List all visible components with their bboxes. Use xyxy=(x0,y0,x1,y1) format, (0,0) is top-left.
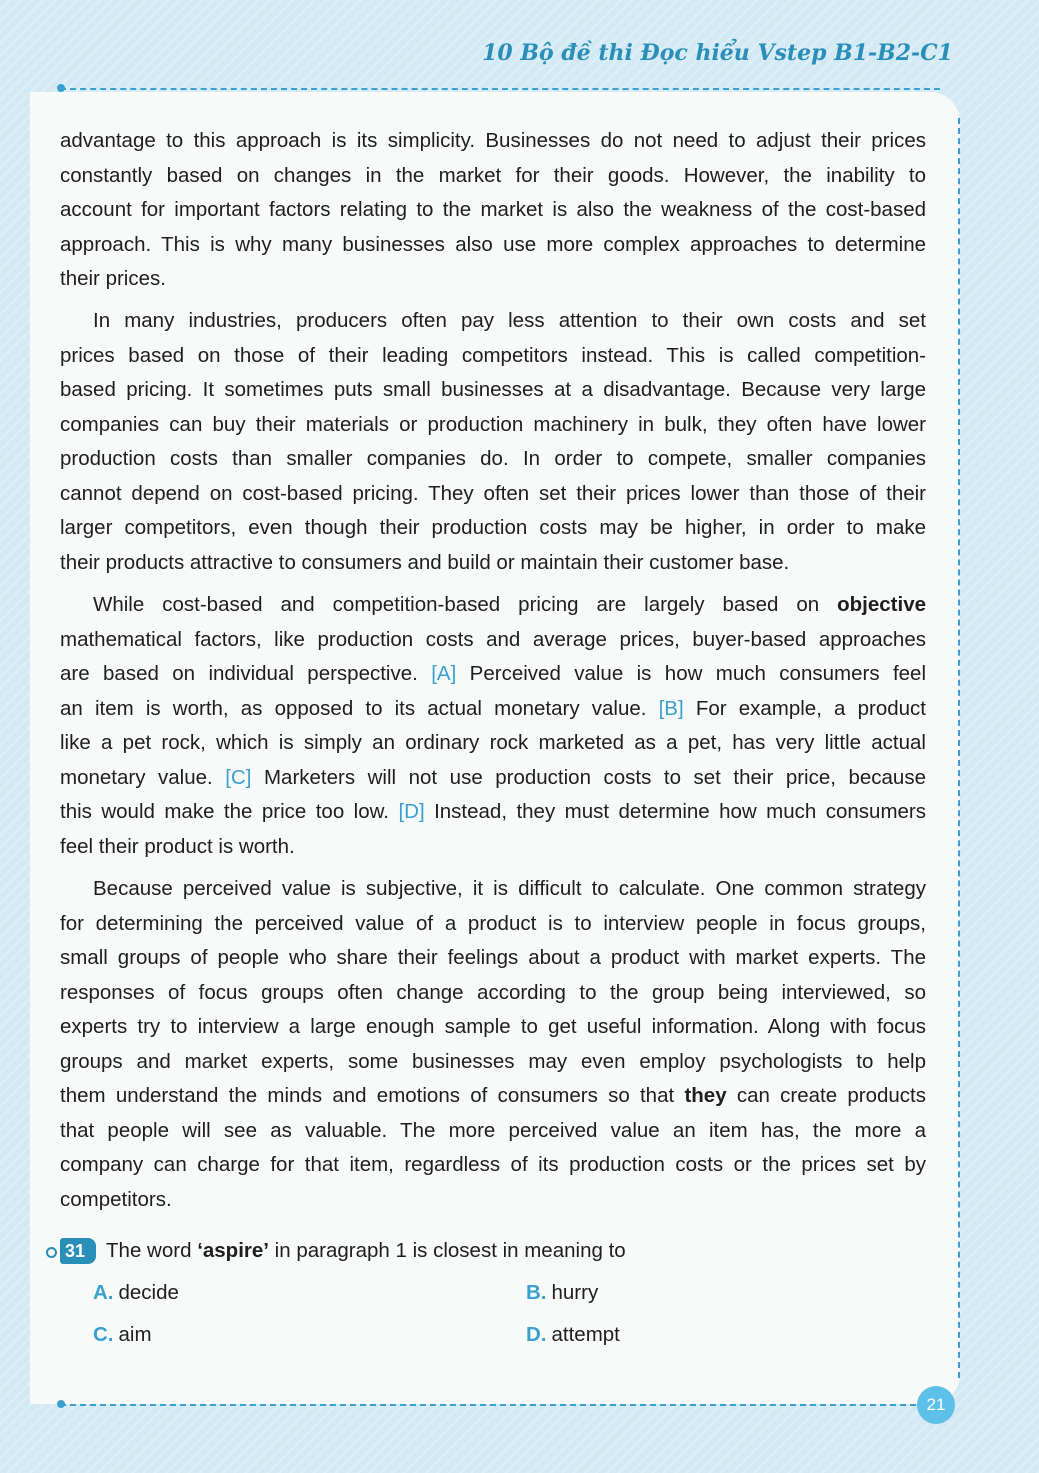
text-line xyxy=(60,726,926,761)
text-line xyxy=(60,511,926,546)
option-d[interactable] xyxy=(526,1323,620,1347)
text-segment: production costs than smaller companies do. In order to compete, smaller companies xyxy=(60,447,926,470)
option-letter: B. xyxy=(526,1281,547,1304)
text-segment: that people will see as valuable. The more perceived value an item has, the more a xyxy=(60,1118,926,1142)
text-line xyxy=(60,1010,926,1045)
bottom-divider xyxy=(60,1404,916,1406)
text-segment: larger competitors, even though their production costs may be higher, in order to make xyxy=(60,516,926,539)
text-line xyxy=(60,1079,926,1114)
text-segment: advantage to this approach is its simplicity. Businesses do not need to adjust their prices xyxy=(60,129,926,152)
text-segment: approach. This is why many businesses also use more complex approaches to determine xyxy=(60,232,926,256)
text-segment: While cost-based and competition-based pricing are largely based on xyxy=(93,593,838,616)
text-segment: this would make the price too low. xyxy=(60,800,399,823)
text-segment: competitors. xyxy=(60,1187,172,1211)
text-line xyxy=(60,339,926,374)
text-segment: can create products xyxy=(726,1084,927,1107)
text-segment: companies can buy their materials or production machinery in bulk, they often have lower xyxy=(60,412,926,436)
text-segment: Perceived value is how much consumers feel xyxy=(456,662,927,685)
text-segment: are based on individual perspective. xyxy=(60,662,432,685)
highlighted-word: objective xyxy=(837,593,926,616)
top-divider xyxy=(60,88,940,90)
text-segment: company can charge for that item, regardless of its production costs or the prices set by xyxy=(60,1153,926,1176)
question-text: The word xyxy=(106,1239,198,1262)
text-line xyxy=(60,1148,926,1183)
option-letter: C. xyxy=(93,1323,114,1346)
text-line xyxy=(60,159,926,194)
right-divider xyxy=(958,118,960,1378)
text-segment: responses of focus groups often change according to the group being interviewed, so xyxy=(60,980,926,1004)
text-line xyxy=(60,262,926,297)
text-segment: based pricing. It sometimes puts small businesses at a disadvantage. Because very large xyxy=(60,378,926,401)
question-text-end: in paragraph 1 is closest in meaning to xyxy=(268,1239,626,1262)
question-keyword: ‘aspire’ xyxy=(197,1239,269,1262)
option-text: aim xyxy=(118,1323,152,1346)
paragraph-3 xyxy=(60,588,926,864)
paragraph-2 xyxy=(60,304,926,580)
text-line xyxy=(60,477,926,512)
question-31 xyxy=(60,1238,626,1264)
text-segment: their prices. xyxy=(60,267,166,290)
text-line xyxy=(60,193,926,228)
text-line xyxy=(60,588,926,623)
text-segment: cannot depend on cost-based pricing. They often set their prices lower than those of their xyxy=(60,481,926,505)
text-line xyxy=(60,304,926,339)
text-segment: constantly based on changes in the market for their goods. However, the inability to xyxy=(60,163,926,187)
text-segment: Instead, they must determine how much consumers xyxy=(424,800,926,823)
text-line xyxy=(60,408,926,443)
text-segment: Because perceived value is subjective, it is difficult to calculate. One common strategy xyxy=(93,877,926,900)
highlighted-word: they xyxy=(684,1084,727,1107)
text-segment: experts try to interview a large enough sample to get useful information. Along with focus xyxy=(60,1015,926,1038)
book-title: 10 Bộ đề thi Đọc hiểu Vstep B1-B2-C1 xyxy=(482,40,953,66)
option-text: attempt xyxy=(551,1323,620,1346)
text-line xyxy=(60,373,926,408)
text-segment: feel their product is worth. xyxy=(60,834,295,858)
text-line xyxy=(60,124,926,159)
option-letter: A. xyxy=(93,1281,114,1304)
text-segment: small groups of people who share their feelings about a product with market experts. The xyxy=(60,946,926,969)
insertion-marker: [A] xyxy=(431,662,457,685)
page-number: 21 xyxy=(917,1386,955,1424)
option-text: decide xyxy=(118,1281,179,1304)
paragraph-4 xyxy=(60,872,926,1217)
option-text: hurry xyxy=(551,1281,599,1304)
text-segment: for determining the perceived value of a product is to interview people in focus groups, xyxy=(60,911,926,935)
text-line xyxy=(60,872,926,907)
option-b[interactable] xyxy=(526,1281,598,1305)
text-line xyxy=(60,907,926,942)
text-line xyxy=(60,795,926,830)
paragraph-1 xyxy=(60,124,926,297)
text-line xyxy=(60,546,926,581)
text-segment: groups and market experts, some businesses may even employ psychologists to help xyxy=(60,1049,926,1073)
text-segment: monetary value. xyxy=(60,765,226,789)
text-line xyxy=(60,830,926,865)
text-segment: like a pet rock, which is simply an ordinary rock marketed as a pet, has very little actual xyxy=(60,731,926,754)
insertion-marker: [D] xyxy=(398,800,425,823)
text-line xyxy=(60,442,926,477)
text-segment: Marketers will not use production costs to set their price, because xyxy=(251,765,926,789)
text-segment: an item is worth, as opposed to its actual monetary value. xyxy=(60,696,659,720)
option-c[interactable] xyxy=(93,1323,152,1347)
insertion-marker: [C] xyxy=(225,765,252,789)
text-segment: them understand the minds and emotions of consumers so that xyxy=(60,1084,685,1107)
text-segment: mathematical factors, like production costs and average prices, buyer-based approaches xyxy=(60,627,926,651)
text-line xyxy=(60,941,926,976)
text-line xyxy=(60,657,926,692)
text-line xyxy=(60,761,926,796)
text-segment: account for important factors relating to the market is also the weakness of the cost-based xyxy=(60,198,926,221)
text-line xyxy=(60,976,926,1011)
text-segment: their products attractive to consumers and build or maintain their customer base. xyxy=(60,550,790,574)
text-segment: prices based on those of their leading competitors instead. This is called competition- xyxy=(60,343,926,367)
text-line xyxy=(60,1183,926,1218)
text-line xyxy=(60,228,926,263)
option-a[interactable] xyxy=(93,1281,179,1305)
text-segment: For example, a product xyxy=(683,696,926,720)
text-line xyxy=(60,692,926,727)
text-line xyxy=(60,623,926,658)
option-letter: D. xyxy=(526,1323,547,1346)
text-line xyxy=(60,1045,926,1080)
insertion-marker: [B] xyxy=(658,696,684,720)
text-segment: In many industries, producers often pay less attention to their own costs and set xyxy=(93,309,926,332)
text-line xyxy=(60,1114,926,1149)
question-number-badge: 31 xyxy=(60,1238,96,1264)
